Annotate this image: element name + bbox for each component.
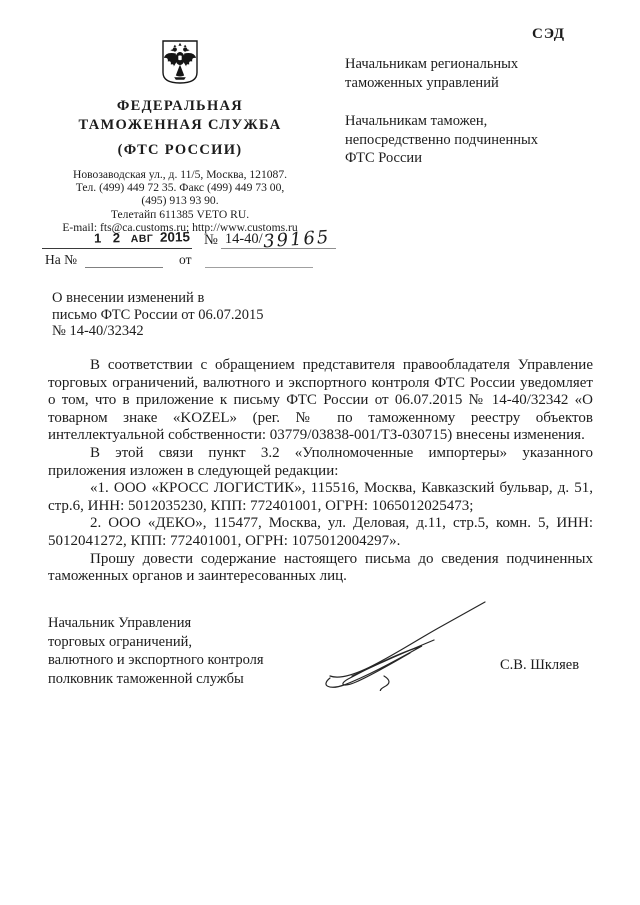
address-line: Тел. (499) 449 72 35. Факс (499) 449 73 00, bbox=[75, 181, 285, 195]
coat-of-arms-eagle-icon bbox=[160, 38, 200, 91]
org-name-line1: ФЕДЕРАЛЬНАЯ bbox=[116, 98, 244, 114]
address-line: E-mail: fts@ca.customs.ru; http://www.customs.ru bbox=[62, 220, 298, 234]
from-label: от bbox=[179, 252, 192, 267]
addressee-block bbox=[345, 55, 620, 168]
address-line: Новозаводская ул., д. 11/5, Москва, 121087. bbox=[72, 168, 288, 181]
subject-line: О внесении изменений в bbox=[52, 290, 205, 306]
signer-position-line: полковник таможенной службы bbox=[48, 670, 244, 687]
subject-line: письмо ФТС России от 06.07.2015 bbox=[52, 306, 264, 323]
subject-block bbox=[52, 290, 302, 340]
addressee-line: Начальникам региональных bbox=[345, 56, 519, 72]
stamp-year: 2015 bbox=[159, 229, 191, 245]
stamp-day: 1 2 bbox=[93, 230, 125, 246]
incoming-label: На № bbox=[45, 252, 77, 267]
stamp-month: АВГ bbox=[130, 232, 154, 246]
handwritten-number: 39165 bbox=[262, 226, 331, 253]
date-stamp bbox=[94, 229, 190, 245]
addressee-line: ФТС России bbox=[345, 150, 422, 166]
letterhead bbox=[30, 38, 330, 234]
org-short-name: (ФТС РОССИИ) bbox=[117, 142, 243, 158]
number-value bbox=[221, 226, 336, 253]
address-line: Телетайп 611385 VETO RU. bbox=[110, 207, 250, 221]
addressee-line: непосредственно подчиненных bbox=[345, 131, 538, 148]
number-symbol: № bbox=[204, 232, 218, 248]
incoming-date-blank bbox=[205, 252, 313, 268]
addressee-line: Начальникам таможен, bbox=[345, 113, 488, 129]
signer-position-line: Начальник Управления bbox=[48, 615, 192, 631]
body-paragraph: Прошу довести содержание настоящего письма до сведения подчиненных таможенных органов и заинтересованных лиц. bbox=[48, 550, 593, 585]
addressee-line: таможенных управлений bbox=[345, 74, 499, 91]
body-paragraph: 2. ООО «ДЕКО», 115477, Москва, ул. Деловая, д.11, стр.5, комн. 5, ИНН: 5012041272, КПП: 772401001, ОГРН: 1075012004297». bbox=[48, 515, 593, 549]
addressee-first bbox=[345, 55, 620, 92]
org-name bbox=[30, 97, 330, 135]
number-prefix: 14-40/ bbox=[224, 231, 263, 247]
date-line bbox=[42, 229, 192, 249]
letter-body bbox=[48, 357, 593, 586]
body-paragraph: В соответствии с обращением представителя правообладателя Управление торговых ограничений, валютного и экспортного контроля ФТС России уведомляет о том, что в приложение к письму ФТС России от 06.07.2015 № 14-40/32342 «О товарном знаке «KOZEL» (рег. № по таможенному реестру объектов интеллектуальной собственности: 03779/03838-001/ТЗ-030715) внесены изменения. bbox=[48, 357, 593, 444]
incoming-reference-line bbox=[45, 252, 313, 268]
body-paragraph: «1. ООО «КРОСС ЛОГИСТИК», 115516, Москва, Кавказский бульвар, д. 51, стр.6, ИНН: 5012035230, КПП: 772401001, ОГРН: 1065012025473; bbox=[48, 480, 593, 514]
signer-position-line: валютного и экспортного контроля bbox=[48, 652, 264, 669]
signer-name: С.В. Шкляев bbox=[500, 657, 580, 673]
body-paragraph: В этой связи пункт 3.2 «Уполномоченные импортеры» указанного приложения изложен в следующей редакции: bbox=[48, 444, 593, 479]
outgoing-number bbox=[204, 226, 336, 253]
addressee-second bbox=[345, 112, 620, 168]
incoming-number-blank bbox=[85, 252, 163, 268]
address-line: (495) 913 93 90. bbox=[141, 194, 219, 208]
org-name-line2: ТАМОЖЕННАЯ СЛУЖБА bbox=[78, 117, 282, 133]
outgoing-number-line bbox=[42, 226, 336, 253]
signer-position-line: торговых ограничений, bbox=[48, 633, 192, 650]
subject-line: № 14-40/32342 bbox=[52, 323, 144, 339]
handwritten-signature-icon bbox=[322, 596, 487, 696]
org-address bbox=[30, 168, 330, 234]
signer-position bbox=[48, 614, 264, 688]
sed-label: СЭД bbox=[532, 26, 566, 42]
